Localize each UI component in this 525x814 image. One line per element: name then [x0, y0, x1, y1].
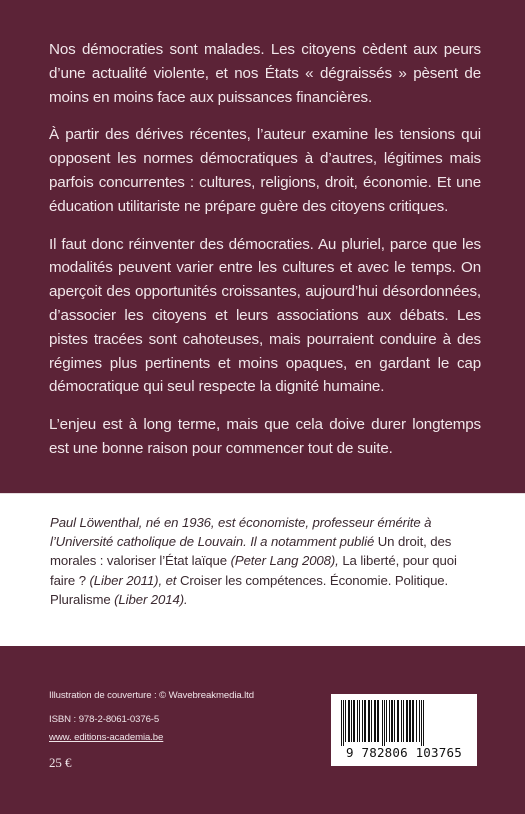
book-title: La liberté, pour quoi faire ?: [50, 553, 457, 588]
blurb-paragraph: Il faut donc réinventer des démocraties. Au pluriel, parce que les modalités peuvent varier entre les cultures et avec le temps. On aperçoit des opportunités croissantes, aujourd’hui désordonnées, d’associer les citoyens et leurs associations aux débats. Les pistes tracées sont cahoteuses, mais pourraient conduire à des régimes plus pertinents et moins opaques, en gardant le cap démocratique qui seul respecte la dignité humaine.: [49, 235, 481, 396]
barcode-bar: [406, 700, 408, 742]
book-title: Croiser les compétences. Économie. Politique. Pluralisme: [50, 572, 449, 607]
barcode-bar: [368, 700, 370, 742]
barcode-bar: [351, 700, 352, 742]
barcode-bar: [371, 700, 372, 742]
barcode-bar: [394, 700, 395, 742]
barcode-bar: [389, 700, 390, 742]
barcode-bar: [362, 700, 363, 742]
barcode-icon: [339, 700, 469, 746]
barcode-bar: [421, 700, 422, 746]
barcode-bar: [343, 700, 344, 746]
barcode-bar: [391, 700, 393, 742]
barcode-bar: [416, 700, 417, 742]
barcode-bar: [412, 700, 414, 742]
barcode-bar: [423, 700, 424, 746]
barcode-bar: [364, 700, 366, 742]
barcode-bar: [357, 700, 358, 742]
barcode-bar: [345, 700, 346, 742]
barcode-panel: [331, 694, 477, 766]
barcode-bar: [384, 700, 385, 746]
barcode-bar: [348, 700, 350, 742]
barcode-bar: [382, 700, 383, 746]
barcode-bar: [353, 700, 355, 742]
author-intro: , né en 1936, est économiste, professeur émérite à l’Université catholique de Louvain. Il a notamment publié: [50, 515, 432, 550]
price-label: 25 €: [49, 755, 72, 770]
book-title: Un droit, des morales : valoriser l’État laïque: [50, 534, 452, 569]
barcode-bar: [397, 700, 399, 742]
blurb-paragraph: L’enjeu est à long terme, mais que cela doive durer longtemps est une bonne raison pour commencer tout de suite.: [49, 416, 481, 457]
blurb-paragraph: À partir des dérives récentes, l’auteur examine les tensions qui opposent les normes démocratiques à d’autres, légitimes mais parfois concurrentes : cultures, religions, droit, économie. Et une éducation utilitariste ne prépare guère des citoyens critiques.: [49, 126, 481, 215]
barcode-bar: [377, 700, 379, 742]
barcode-bar: [341, 700, 342, 746]
publisher-info: (Peter Lang 2008),: [227, 553, 339, 569]
cover-illustration-credit: Illustration de couverture : © Wavebreakmedia.ltd: [49, 690, 254, 701]
publisher-info: (Liber 2011), et: [85, 572, 177, 588]
barcode-bar: [401, 700, 402, 742]
barcode-bar: [419, 700, 420, 742]
blurb-paragraph: Nos démocraties sont malades. Les citoyens cèdent aux peurs d’une actualité violente, et nos États « dégraissés » pèsent de moins en moins face aux puissances financières.: [49, 41, 481, 106]
back-cover-blurb: [49, 38, 481, 475]
barcode-bar: [374, 700, 376, 742]
author-name: Paul Löwenthal: [50, 515, 139, 530]
barcode-bar: [403, 700, 404, 742]
barcode-bar: [359, 700, 360, 742]
isbn-text: ISBN : 978-2-8061-0376-5: [49, 714, 160, 725]
publisher-info: (Liber 2014).: [110, 591, 188, 607]
barcode-bar: [386, 700, 387, 742]
author-bio-text: [50, 513, 480, 609]
barcode-bar: [409, 700, 411, 742]
author-bio-panel: [0, 493, 525, 646]
barcode-digits: 9 782806 103765: [346, 745, 462, 760]
publisher-website-link[interactable]: www. editions-academia.be: [49, 732, 164, 743]
